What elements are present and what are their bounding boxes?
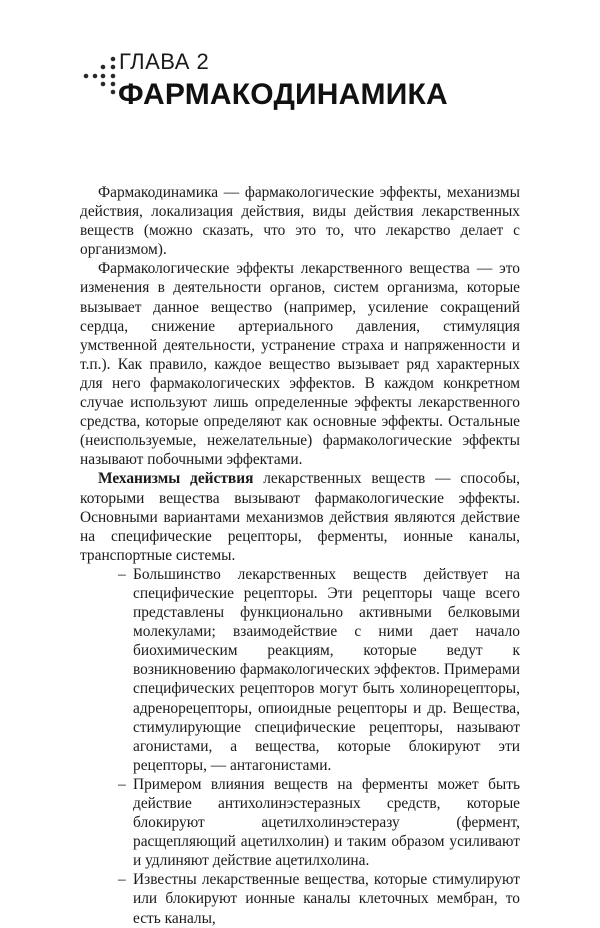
paragraph-effects: Фармакологические эффекты лекарственного вещества — это изменения в деятельности органов, систем организма, которые вызывает данное вещество (например, усиление сокращений сердца, снижение артериального давления, стимуляция умственной деятельности, устранение страха и напряженности и т.п.). Как правило, каждое вещество вызывает ряд характерных для него фармакологических эффектов. В каждом конкретном случае используют лишь определенные эффекты лекарственного средства, которые определяют как основные эффекты. Остальные (неиспользуемые, нежелательные) фармакологические эффекты называют побочными эффектами. bbox=[80, 260, 520, 469]
chapter-label: ГЛАВА 2 bbox=[119, 49, 210, 74]
mechanisms-list bbox=[80, 565, 520, 928]
paragraph-definition: Фармакодинамика — фармакологические эффекты, механизмы действия, локализация действия, виды действия лекарственных веществ (можно сказать, что это то, что лекарство делает с организмом). bbox=[80, 184, 520, 259]
list-item-text: Большинство лекарственных веществ действует на специфические рецепторы. Эти рецепторы чаще всего представлены функционально активными белковыми молекулами; взаимодействие с ними дает начало биохимическим реакциям, которые ведут к возникновению фармакологических эффектов. Примерами специфических рецепторов могут быть холинорецепторы, адренорецепторы, опиоидные рецепторы и др. Вещества, стимулирующие специфические рецепторы, называют агонистами, а вещества, которые блокируют эти рецепторы, — антагонистами. bbox=[133, 565, 520, 774]
list-marker: – bbox=[118, 565, 126, 583]
main-text bbox=[80, 183, 520, 928]
chapter-header bbox=[0, 48, 600, 118]
paragraph-mechanisms-text: лекарственных веществ — способы, которыми вещества вызывают фармакологические эффекты. Основными вариантами механизмов действия являются действие на специфические рецепторы, ферменты, ионные каналы, транспортные системы. bbox=[80, 470, 521, 564]
list-marker: – bbox=[118, 775, 126, 793]
list-item-text: Известны лекарственные вещества, которые стимулируют или блокируют ионные каналы клеточных мембран, то есть каналы, bbox=[133, 871, 520, 927]
list-item-text: Примером влияния веществ на ферменты может быть действие антихолинэстеразных средств, которые блокируют ацетилхолинэстеразу (фермент, расщепляющий ацетилхолин) и таким образом усиливают и удлиняют действие ацетилхолина. bbox=[133, 775, 520, 870]
list-item bbox=[118, 870, 520, 927]
chapter-title: ФАРМАКОДИНАМИКА bbox=[118, 78, 448, 111]
list-marker: – bbox=[118, 871, 126, 889]
dot-grid-ornament bbox=[0, 48, 120, 118]
list-item bbox=[118, 565, 520, 775]
term-mechanisms: Механизмы действия bbox=[98, 470, 254, 488]
list-item bbox=[118, 775, 520, 870]
paragraph-mechanisms bbox=[80, 469, 520, 564]
